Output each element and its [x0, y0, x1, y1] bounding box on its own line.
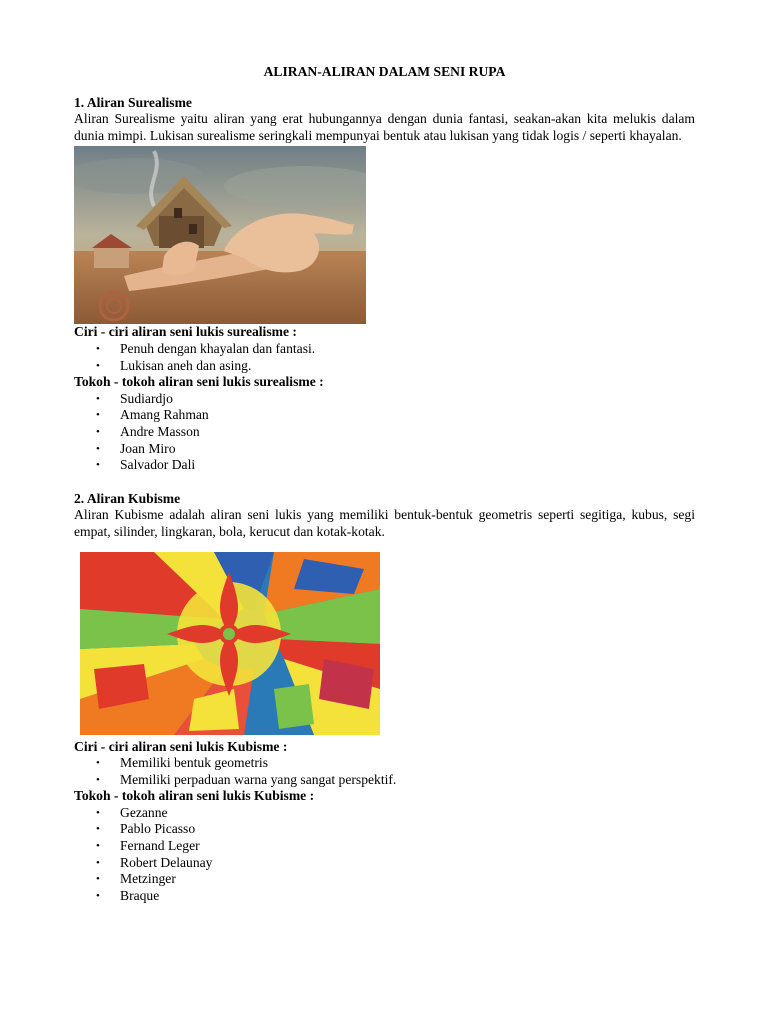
- section2-tokoh-list: [74, 805, 695, 905]
- list-item: • Penuh dengan khayalan dan fantasi.: [120, 341, 695, 358]
- cubism-painting-image: [74, 549, 386, 739]
- section2-paragraph: Aliran Kubisme adalah aliran seni lukis yang memiliki bentuk-bentuk geometris seperti segitiga, kubus, segi empat, silinder, lingkaran, bola, kerucut dan kotak-kotak.: [74, 507, 695, 539]
- section1-paragraph: Aliran Surealisme yaitu aliran yang erat hubungannya dengan dunia fantasi, seakan-akan kita melukis dalam dunia mimpi. Lukisan surealisme seringkali mempunyai bentuk atau lukisan yang tidak logis / seperti khayalan.: [74, 111, 695, 143]
- document-page: [74, 64, 695, 904]
- section1-tokoh-list: [74, 391, 695, 474]
- list-item: • Sudiardjo: [120, 391, 695, 408]
- list-item: • Braque: [120, 888, 695, 905]
- section2-tokoh-heading: Tokoh - tokoh aliran seni lukis Kubisme :: [74, 788, 315, 804]
- section1-ciri-heading: Ciri - ciri aliran seni lukis surealisme :: [74, 324, 297, 340]
- list-item: • Memiliki perpaduan warna yang sangat perspektif.: [120, 772, 695, 789]
- list-item: • Andre Masson: [120, 424, 695, 441]
- section2-ciri-heading: Ciri - ciri aliran seni lukis Kubisme :: [74, 738, 288, 754]
- list-item: • Metzinger: [120, 871, 695, 888]
- section2-ciri-list: [74, 755, 695, 788]
- section2-heading: 2. Aliran Kubisme: [74, 490, 181, 506]
- list-item: • Gezanne: [120, 805, 695, 822]
- section1-tokoh-heading: Tokoh - tokoh aliran seni lukis surealisme :: [74, 374, 324, 390]
- document-title: ALIRAN-ALIRAN DALAM SENI RUPA: [263, 64, 506, 79]
- list-item: • Memiliki bentuk geometris: [120, 755, 695, 772]
- list-item: • Amang Rahman: [120, 407, 695, 424]
- list-item: • Pablo Picasso: [120, 821, 695, 838]
- list-item: • Joan Miro: [120, 441, 695, 458]
- list-item: • Robert Delaunay: [120, 855, 695, 872]
- list-item: • Fernand Leger: [120, 838, 695, 855]
- surrealism-painting-image: [74, 146, 366, 324]
- section1-ciri-list: [74, 341, 695, 374]
- list-item: • Lukisan aneh dan asing.: [120, 358, 695, 375]
- section1-heading: 1. Aliran Surealisme: [74, 94, 192, 110]
- list-item: • Salvador Dali: [120, 457, 695, 474]
